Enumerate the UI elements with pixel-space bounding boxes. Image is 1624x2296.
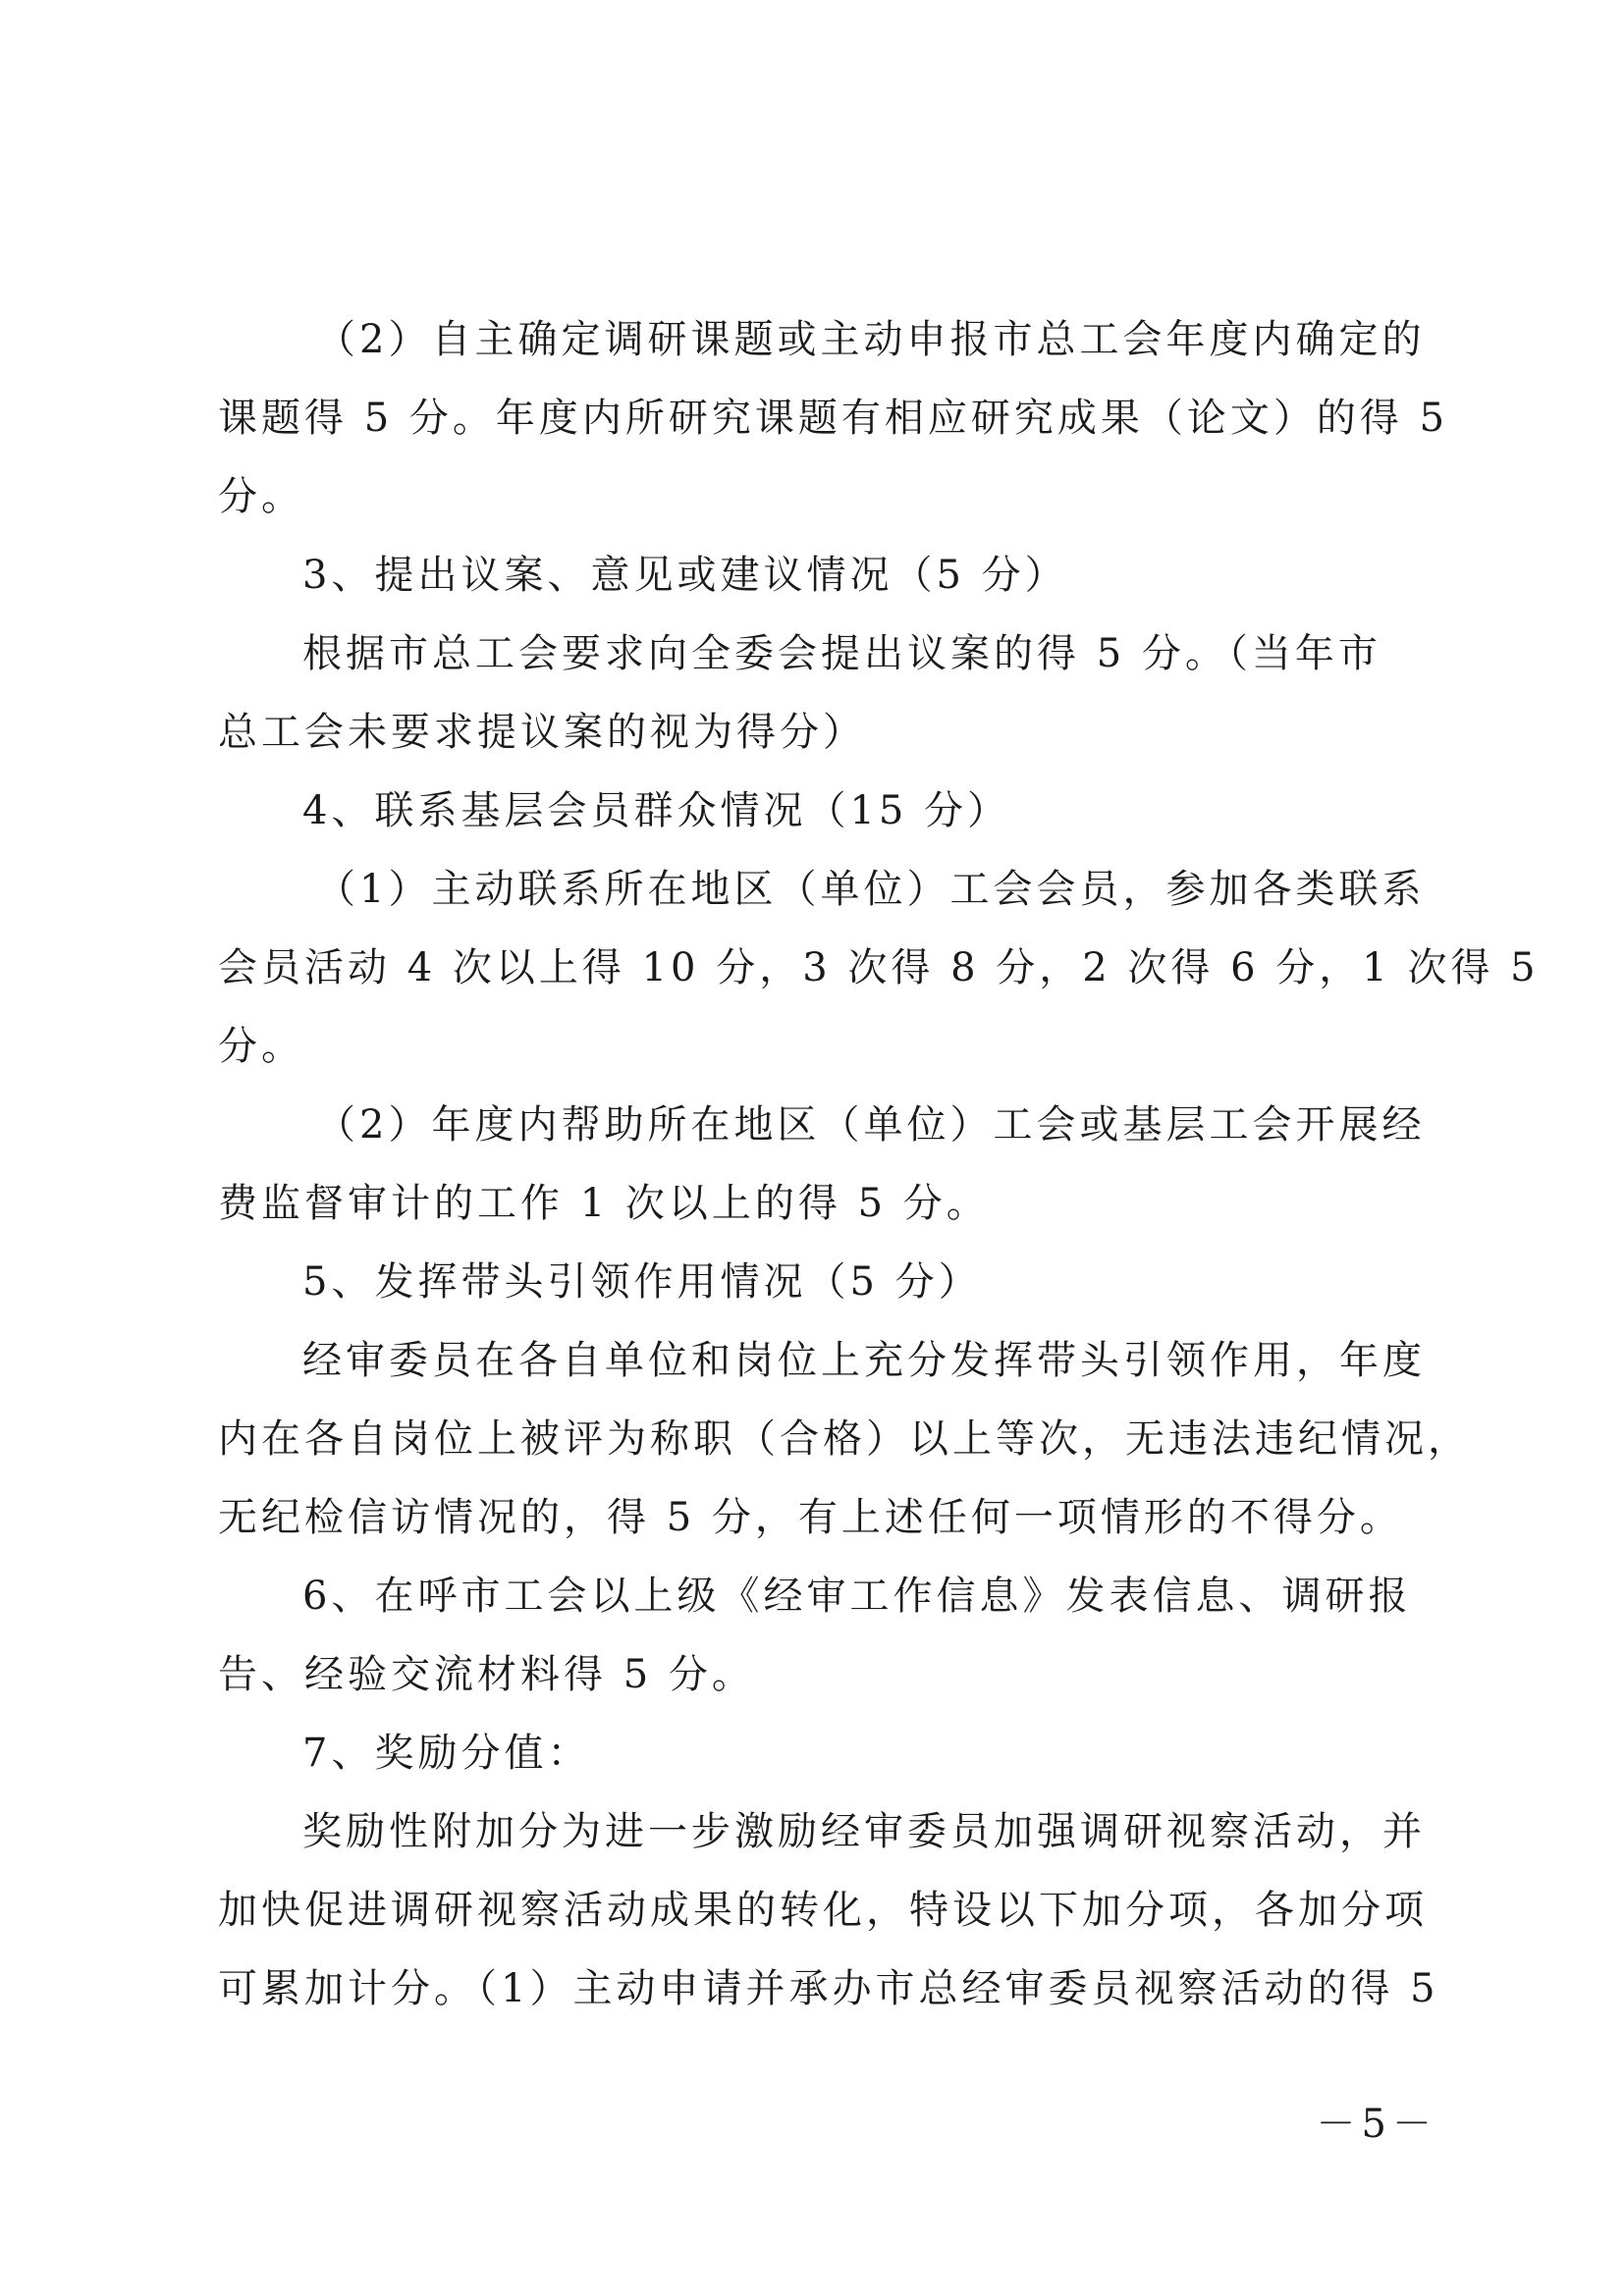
text-line: 内在各自岗位上被评为称职（合格）以上等次，无违法违纪情况， (218, 1416, 1471, 1462)
text-line: 经审委员在各自单位和岗位上充分发挥带头引领作用，年度 (302, 1338, 1426, 1383)
text-line: 分。 (218, 474, 304, 519)
text-line: 总工会未要求提议案的视为得分） (218, 710, 866, 755)
text-line: （2）自主确定调研课题或主动申报市总工会年度内确定的 (316, 317, 1426, 362)
text-line: 费监督审计的工作 1 次以上的得 5 分。 (218, 1181, 990, 1226)
section-heading: 3、提出议案、意见或建议情况（5 分） (302, 553, 1068, 598)
section-heading: 5、发挥带头引领作用情况（5 分） (302, 1259, 982, 1305)
text-line: 课题得 5 分。年度内所研究课题有相应研究成果（论文）的得 5 (218, 396, 1449, 441)
text-line: 告、经验交流材料得 5 分。 (218, 1652, 755, 1697)
text-line: 分。 (218, 1024, 304, 1069)
text-line: （2）年度内帮助所在地区（单位）工会或基层工会开展经 (316, 1102, 1426, 1148)
section-heading: 7、奖励分值： (302, 1731, 591, 1776)
text-line: 奖励性附加分为进一步激励经审委员加强调研视察活动，并 (302, 1809, 1426, 1854)
page-number: －5－ (1316, 2102, 1437, 2147)
text-line: 无纪检信访情况的，得 5 分，有上述任何一项情形的不得分。 (218, 1495, 1403, 1540)
text-line: 会员活动 4 次以上得 10 分，3 次得 8 分，2 次得 6 分，1 次得 5 (218, 945, 1540, 990)
text-line: 根据市总工会要求向全委会提出议案的得 5 分。（当年市 (302, 631, 1381, 676)
text-line: 加快促进调研视察活动成果的转化，特设以下加分项，各加分项 (218, 1888, 1428, 1933)
section-heading: 6、在呼市工会以上级《经审工作信息》发表信息、调研报 (302, 1574, 1412, 1619)
text-line: 可累加计分。（1）主动申请并承办市总经审委员视察活动的得 5 (218, 1966, 1439, 2011)
section-heading: 4、联系基层会员群众情况（15 分） (302, 788, 1011, 833)
text-line: （1）主动联系所在地区（单位）工会会员，参加各类联系 (316, 867, 1426, 912)
